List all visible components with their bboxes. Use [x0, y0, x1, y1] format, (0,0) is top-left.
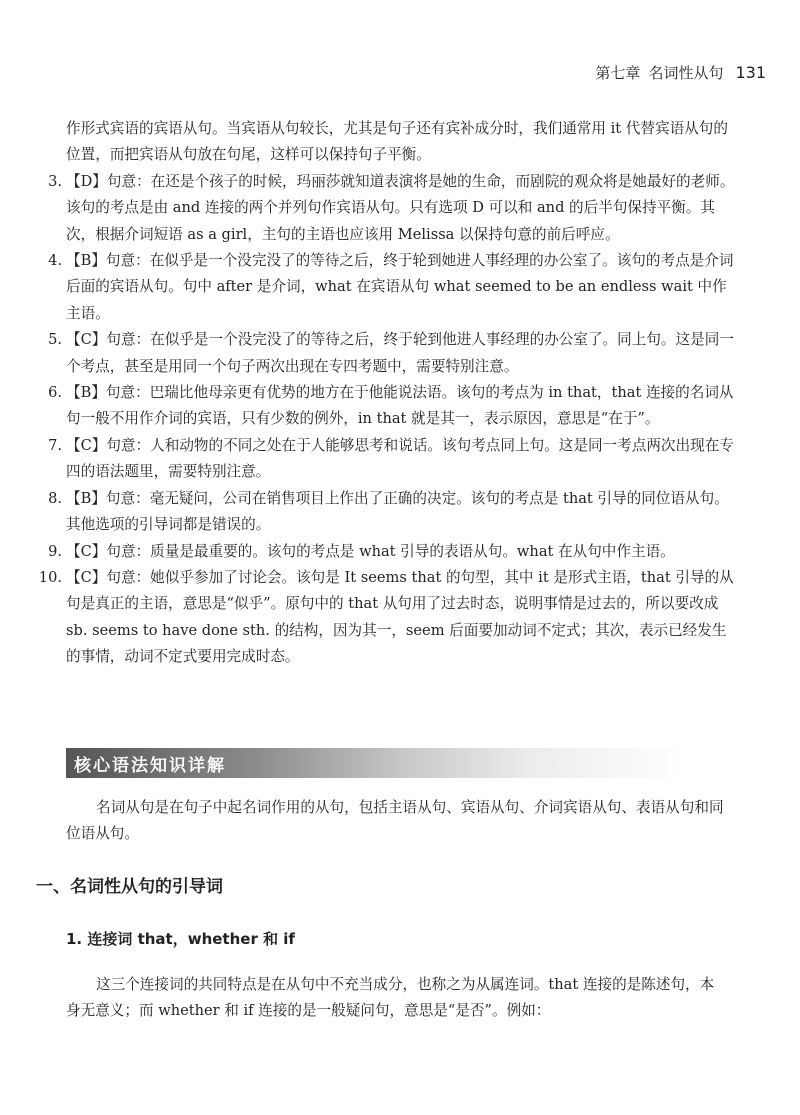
item-text: 【D】句意：在还是个孩子的时候，玛丽莎就知道表演将是她的生命，而剧院的观众将是她最好的老师。该句的考点是由 and 连接的两个并列句作宾语从句。只有选项 D 可以和 and 的后半句保持平衡。其次，根据介词短语 as a girl，主句的主语也应该用 Melissa 以保持句意的前后呼应。 — [66, 172, 735, 243]
answer-item — [38, 486, 738, 539]
item-text: 【C】句意：她似乎参加了讨论会。该句是 It seems that 的句型，其中 it 是形式主语，that 引导的从句是真正的主语，意思是“似乎”。原句中的 that 从句用了过去时态，说明事情是过去的，所以要改成 sb. seems to have done sth. 的结构，因为其一，seem 后面要加动词不定式；其次，表示已经发生的事情，动词不定式要用完成时态。 — [66, 568, 734, 666]
item-text: 【B】句意：巴瑞比他母亲更有优势的地方在于他能说法语。该句的考点为 in that，that 连接的名词从句一般不用作介词的宾语，只有少数的例外，in that 就是其一，表示原因，意思是“在于”。 — [66, 384, 734, 428]
heading-level-1: 一、名词性从句的引导词 — [36, 877, 223, 897]
item-number: 3. — [48, 172, 62, 190]
item-number: 5. — [48, 331, 62, 349]
section-banner — [66, 748, 686, 778]
item-number: 9. — [48, 542, 62, 560]
item-number: 8. — [48, 489, 62, 507]
chapter-title: 名词性从句 — [648, 64, 724, 82]
item-number: 6. — [48, 384, 62, 402]
answer-item — [38, 169, 738, 248]
chapter-label: 第七章 — [595, 64, 641, 82]
body-paragraph: 这三个连接词的共同特点是在从句中不充当成分，也称之为从属连词。that 连接的是陈述句，本身无意义；而 whether 和 if 连接的是一般疑问句，意思是“是否”。例如： — [66, 976, 715, 1020]
section-banner-title: 核心语法知识详解 — [74, 756, 226, 776]
item-text: 【C】句意：人和动物的不同之处在于人能够思考和说话。该句考点同上句。这是同一考点两次出现在专四的语法题里，需要特别注意。 — [66, 436, 734, 481]
answer-item — [38, 539, 738, 565]
intro-paragraph: 名词从句是在句子中起名词作用的从句，包括主语从句、宾语从句、介词宾语从句、表语从句和同位语从句。 — [66, 799, 724, 843]
item-number: 4. — [48, 252, 62, 270]
heading-level-2: 1. 连接词 that，whether 和 if — [66, 930, 295, 948]
item-text: 【B】句意：毫无疑问，公司在销售项目上作出了正确的决定。该句的考点是 that 引导的同位语从句。其他选项的引导词都是错误的。 — [66, 489, 729, 534]
item-number: 7. — [48, 436, 62, 454]
answer-explanations — [38, 116, 738, 671]
item-number: 10. — [38, 568, 62, 586]
page-number: 131 — [735, 63, 766, 82]
answer-item — [38, 433, 738, 486]
answer-item — [38, 248, 738, 327]
running-header — [595, 62, 766, 83]
item-text: 【C】句意：在似乎是一个没完没了的等待之后，终于轮到他进人事经理的办公室了。同上句。这是同一个考点，甚至是用同一个句子两次出现在专四考题中，需要特别注意。 — [66, 331, 734, 375]
item-text: 【C】句意：质量是最重要的。该句的考点是 what 引导的表语从句。what 在从句中作主语。 — [66, 542, 675, 560]
answer-item — [38, 380, 738, 433]
continuation-paragraph: 作形式宾语的宾语从句。当宾语从句较长，尤其是句子还有宾补成分时，我们通常用 it 代替宾语从句的位置，而把宾语从句放在句尾，这样可以保持句子平衡。 — [66, 120, 728, 164]
answer-item — [38, 327, 738, 380]
answer-item — [38, 565, 738, 671]
item-text: 【B】句意：在似乎是一个没完没了的等待之后，终于轮到她进人事经理的办公室了。该句的考点是介词后面的宾语从句。句中 after 是介词，what 在宾语从句 what seemed to be an endless wait 中作主语。 — [66, 252, 734, 322]
